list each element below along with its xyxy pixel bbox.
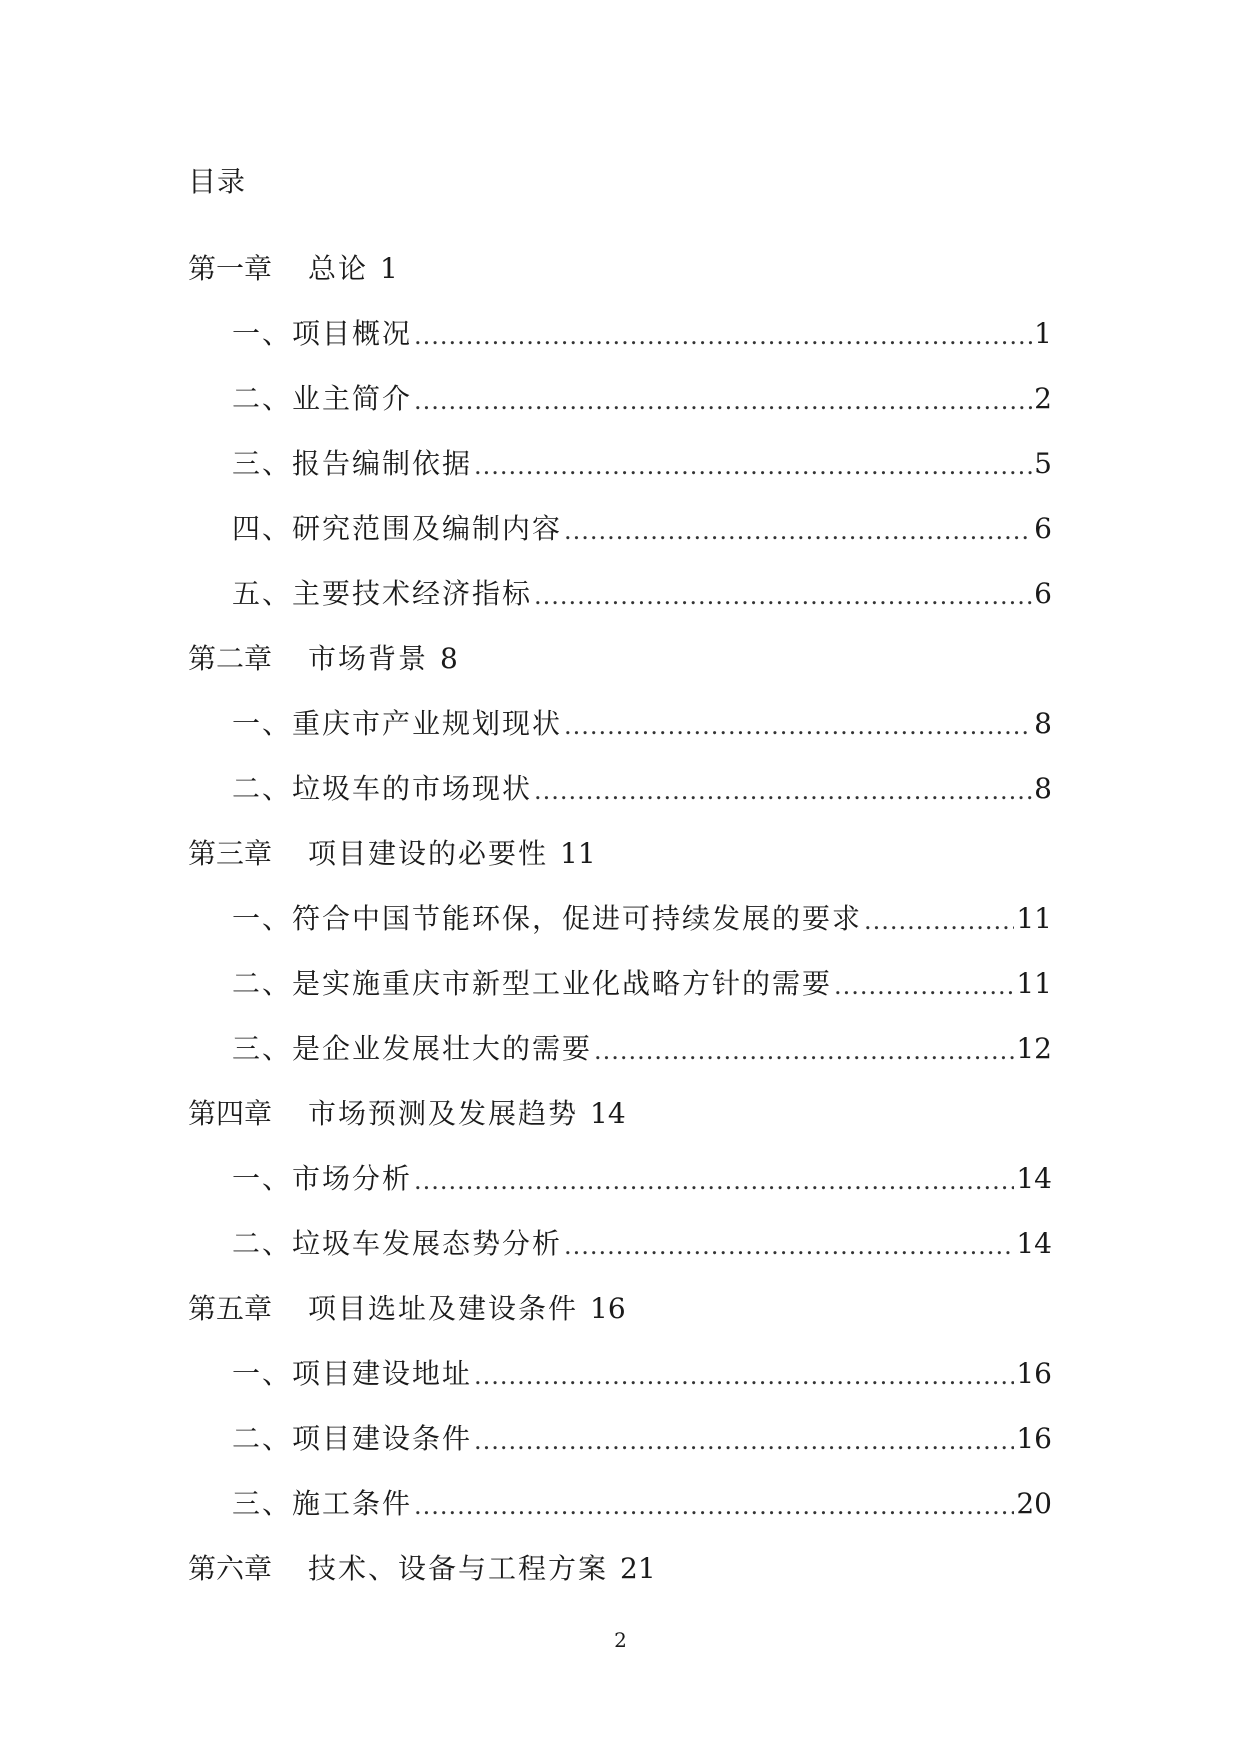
chapter-number: 第二章: [188, 642, 273, 675]
toc-section[interactable]: [188, 1193, 1052, 1258]
section-page: 6: [1034, 512, 1052, 545]
section-title: 一、符合中国节能环保，促进可持续发展的要求: [232, 902, 863, 935]
section-title: 二、项目建设条件: [232, 1422, 473, 1455]
section-title: 三、是企业发展壮大的需要: [232, 1032, 593, 1065]
dot-leader: [534, 584, 1032, 608]
section-title: 四、研究范围及编制内容: [232, 512, 563, 545]
toc-section[interactable]: [188, 1388, 1052, 1453]
dot-leader: [864, 909, 1014, 933]
section-page: 14: [1016, 1162, 1052, 1195]
dot-leader: [474, 1429, 1014, 1453]
toc-chapter-1[interactable]: [188, 218, 1052, 283]
section-title: 一、项目概况: [232, 317, 413, 350]
toc-section[interactable]: [188, 413, 1052, 478]
section-page: 11: [1016, 902, 1052, 935]
chapter-number: 第三章: [188, 837, 273, 870]
dot-leader: [564, 519, 1032, 543]
toc-section[interactable]: [188, 738, 1052, 803]
section-page: 16: [1016, 1422, 1052, 1455]
toc-section[interactable]: [188, 543, 1052, 608]
chapter-title: 技术、设备与工程方案: [308, 1552, 609, 1585]
chapter-number: 第四章: [188, 1097, 273, 1130]
toc-section[interactable]: [188, 1128, 1052, 1193]
toc-chapter-4[interactable]: [188, 1063, 1052, 1128]
section-page: 11: [1016, 967, 1052, 1000]
chapter-page: 14: [590, 1097, 626, 1130]
section-page: 20: [1016, 1487, 1052, 1520]
toc-title: 目录: [188, 165, 247, 198]
section-page: 8: [1034, 707, 1052, 740]
section-title: 二、业主简介: [232, 382, 413, 415]
dot-leader: [534, 779, 1032, 803]
section-page: 14: [1016, 1227, 1052, 1260]
dot-leader: [594, 1039, 1014, 1063]
toc-section[interactable]: [188, 998, 1052, 1063]
section-title: 三、施工条件: [232, 1487, 413, 1520]
chapter-number: 第六章: [188, 1552, 273, 1585]
section-title: 五、主要技术经济指标: [232, 577, 533, 610]
toc-chapter-5[interactable]: [188, 1258, 1052, 1323]
toc-section[interactable]: [188, 1323, 1052, 1388]
dot-leader: [414, 1169, 1014, 1193]
section-title: 三、报告编制依据: [232, 447, 473, 480]
section-page: 8: [1034, 772, 1052, 805]
section-title: 二、是实施重庆市新型工业化战略方针的需要: [232, 967, 833, 1000]
section-title: 一、市场分析: [232, 1162, 413, 1195]
toc-section[interactable]: [188, 478, 1052, 543]
chapter-title: 总论: [308, 252, 369, 285]
toc-chapter-6[interactable]: [188, 1518, 1052, 1583]
toc-section[interactable]: [188, 1453, 1052, 1518]
table-of-contents: [188, 218, 1052, 1583]
dot-leader: [564, 714, 1032, 738]
section-page: 2: [1034, 382, 1052, 415]
toc-chapter-2[interactable]: [188, 608, 1052, 673]
chapter-title: 市场预测及发展趋势: [308, 1097, 579, 1130]
dot-leader: [564, 1234, 1014, 1258]
chapter-page: 8: [440, 642, 458, 675]
dot-leader: [414, 1494, 1014, 1518]
toc-section[interactable]: [188, 348, 1052, 413]
section-page: 12: [1016, 1032, 1052, 1065]
section-title: 一、项目建设地址: [232, 1357, 473, 1390]
section-title: 二、垃圾车发展态势分析: [232, 1227, 563, 1260]
chapter-title: 项目建设的必要性: [308, 837, 549, 870]
toc-section[interactable]: [188, 673, 1052, 738]
section-page: 1: [1034, 317, 1052, 350]
section-title: 一、重庆市产业规划现状: [232, 707, 563, 740]
section-page: 6: [1034, 577, 1052, 610]
dot-leader: [414, 389, 1032, 413]
dot-leader: [414, 324, 1032, 348]
chapter-page: 16: [590, 1292, 626, 1325]
section-page: 5: [1034, 447, 1052, 480]
dot-leader: [474, 1364, 1014, 1388]
chapter-page: 11: [560, 837, 596, 870]
chapter-number: 第五章: [188, 1292, 273, 1325]
toc-section[interactable]: [188, 933, 1052, 998]
toc-section[interactable]: [188, 283, 1052, 348]
toc-section[interactable]: [188, 868, 1052, 933]
page-number: 2: [614, 1628, 627, 1652]
chapter-title: 市场背景: [308, 642, 429, 675]
dot-leader: [474, 454, 1032, 478]
chapter-title: 项目选址及建设条件: [308, 1292, 579, 1325]
section-page: 16: [1016, 1357, 1052, 1390]
chapter-page: 1: [380, 252, 398, 285]
toc-chapter-3[interactable]: [188, 803, 1052, 868]
dot-leader: [834, 974, 1014, 998]
chapter-page: 21: [620, 1552, 656, 1585]
section-title: 二、垃圾车的市场现状: [232, 772, 533, 805]
chapter-number: 第一章: [188, 252, 273, 285]
